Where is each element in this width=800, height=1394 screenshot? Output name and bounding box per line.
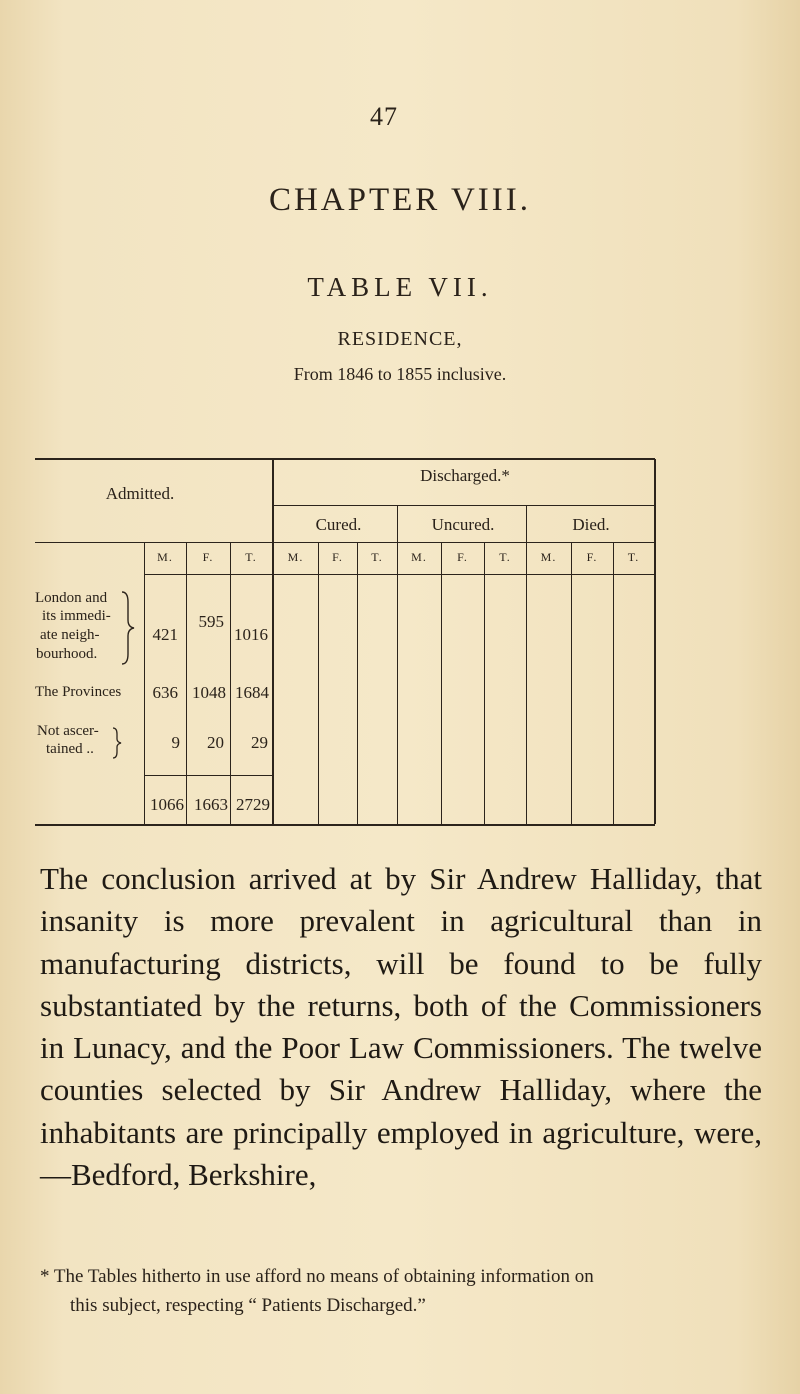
admitted-header: Admitted. <box>105 484 175 503</box>
table-bottom-border <box>35 824 655 826</box>
not-ascertained-m: 9 <box>171 733 180 752</box>
uncured-header: Uncured. <box>431 515 495 534</box>
brace-icon <box>110 726 124 760</box>
col-t-header: T. <box>627 550 640 564</box>
col-divider <box>484 543 485 824</box>
col-divider <box>613 543 614 824</box>
col-t-header: T. <box>245 550 257 564</box>
col-f-header: F. <box>457 550 468 564</box>
col-m-header: M. <box>540 550 557 564</box>
table-subtitle: From 1846 to 1855 inclusive. <box>293 364 507 384</box>
col-t-header: T. <box>499 550 511 564</box>
col-m-header: M. <box>287 550 304 564</box>
discharged-rule <box>272 505 655 506</box>
body-paragraph: The conclusion arrived at by Sir Andrew Halliday, that insanity is more prevalent in agricultural than in manufacturing districts, will be found to be fully substantiated by the returns, both of the Commissioners in Lunacy, and the Poor Law Commissioners. The twelve counties selected by Sir Andrew Halliday, where the inhabitants are principally employed in agriculture, were,—Bedford, Berkshire, <box>40 861 762 1193</box>
london-m: 421 <box>152 625 178 644</box>
chapter-heading: CHAPTER VIII. <box>268 182 532 218</box>
col-f-header: F. <box>332 550 343 564</box>
provinces-f: 1048 <box>192 683 226 702</box>
footnote-line-1: The Tables hitherto in use afford no means of obtaining information on <box>53 1266 594 1287</box>
brace-icon <box>118 590 138 666</box>
table-top-border <box>35 458 655 460</box>
totals-rule <box>144 775 272 776</box>
table-right-border <box>654 459 656 824</box>
provinces-t: 1684 <box>235 683 269 702</box>
page-number: 47 <box>370 102 398 131</box>
book-page: 47 CHAPTER VIII. TABLE VII. RESIDENCE, From 1846 to 1855 inclusive. Admitted. Discharged.* Cured. Uncured. Died. M. F. T. M. F. T. M. F. T. M. F. T. London and its immedi- ate neigh- bourhood. 421 595 1016 The Provinces 636 1048 1684 Not ascer- tained .. 9 20 29 1066 1663 2729 The conclusion arrived at by Sir Andrew Halliday, that insanity is more prevalent in agricultural than in manufacturing districts, will be found to be fully substantiated by the returns, both of the Commissioners in Lunacy, and the Poor Law Commissioners. The twelve counties selected by Sir Andrew Halliday, where the inhabitants are principally employed in agriculture, were,—Bedford, Berkshire, * The Tables hitherto in use afford no means of obtaining information on this subject, respecting “ Patients Discharged.” <box>0 0 800 1394</box>
header-rule <box>35 542 655 543</box>
col-f-header: F. <box>586 550 598 564</box>
footnote-marker: * <box>40 1266 50 1287</box>
total-f: 1663 <box>194 795 228 814</box>
total-t: 2729 <box>236 795 270 814</box>
col-m-header: M. <box>411 550 427 564</box>
col-divider <box>357 543 358 824</box>
row-label-provinces: The Provinces <box>35 684 122 700</box>
col-divider <box>318 543 319 824</box>
discharged-header: Discharged.* <box>420 466 510 485</box>
cured-header: Cured. <box>315 515 362 534</box>
london-f: 595 <box>198 612 224 631</box>
footnote <box>40 1262 762 1320</box>
col-divider <box>441 543 442 824</box>
col-m-header: M. <box>157 550 173 564</box>
total-m: 1066 <box>150 795 184 814</box>
london-t: 1016 <box>234 625 268 644</box>
footnote-line-2: this subject, respecting “ Patients Discharged.” <box>70 1295 426 1316</box>
col-f-header: F. <box>202 550 214 564</box>
provinces-m: 636 <box>152 683 178 702</box>
not-ascertained-f: 20 <box>207 733 224 752</box>
subheader-rule <box>144 574 655 575</box>
died-header: Died. <box>572 515 610 534</box>
col-divider <box>272 459 274 824</box>
table-label: TABLE VII. <box>307 272 493 302</box>
not-ascertained-t: 29 <box>251 733 268 752</box>
col-divider <box>571 543 572 824</box>
col-t-header: T. <box>371 550 383 564</box>
table-title: RESIDENCE, <box>337 328 463 350</box>
